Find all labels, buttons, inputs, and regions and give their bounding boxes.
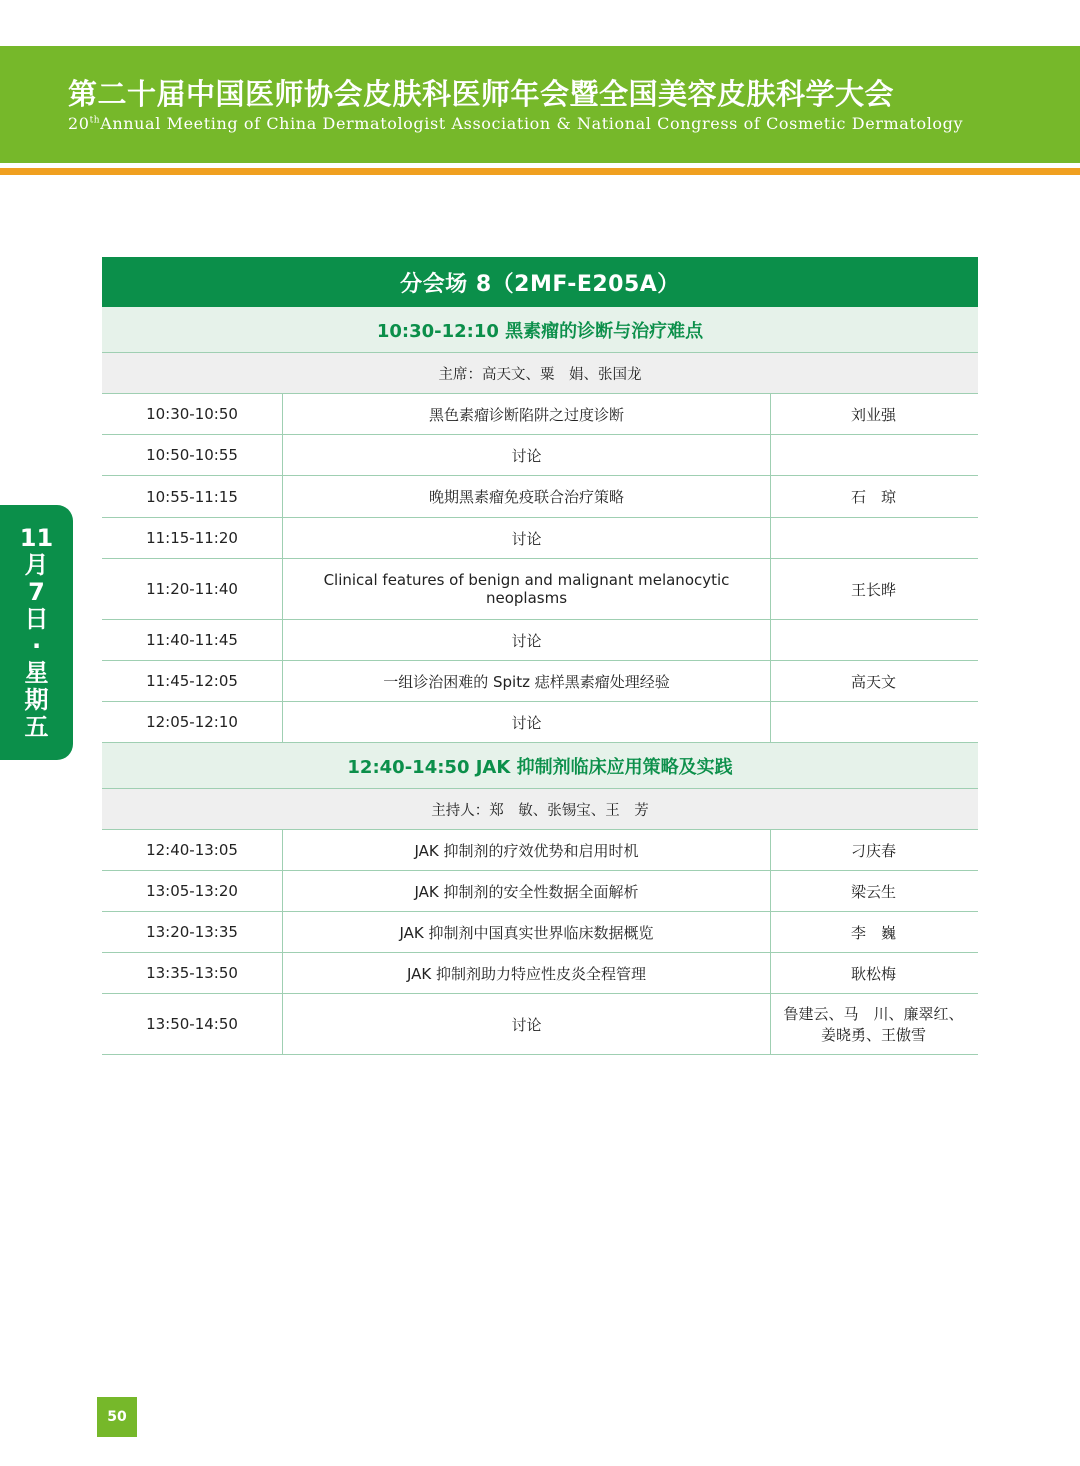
table-row	[102, 994, 978, 1055]
session-chair: 主持人：郑 敏、张锡宝、王 芳	[102, 789, 978, 830]
table-row	[102, 394, 978, 435]
date-char: 7	[28, 577, 45, 606]
date-char: 星	[24, 658, 49, 687]
row-topic: Clinical features of benign and malignant melanocytic neoplasms	[282, 559, 771, 619]
row-speaker: 高天文	[850, 672, 896, 691]
table-row	[102, 661, 978, 702]
date-char: 11	[19, 523, 54, 552]
session-title: 12:40-14:50 JAK 抑制剂临床应用策略及实践	[102, 743, 978, 789]
row-speaker	[771, 702, 976, 742]
row-speaker: 梁云生	[850, 882, 896, 901]
row-speaker: 李 巍	[850, 923, 896, 942]
row-speaker	[771, 518, 976, 558]
row-time: 11:45-12:05	[146, 672, 238, 690]
table-row	[102, 476, 978, 518]
date-char: 日	[24, 604, 49, 633]
header-banner	[0, 46, 1080, 163]
row-time: 13:20-13:35	[146, 923, 238, 941]
row-time: 13:05-13:20	[146, 882, 238, 900]
subtitle-rest: Annual Meeting of China Dermatologist Association & National Congress of Cosmetic Dermatology	[100, 114, 964, 133]
row-time: 11:15-11:20	[146, 529, 238, 547]
table-row	[102, 435, 978, 476]
row-time: 12:05-12:10	[146, 713, 238, 731]
row-topic: 讨论	[282, 620, 771, 660]
row-topic: 讨论	[282, 994, 771, 1054]
row-time: 10:55-11:15	[146, 487, 238, 506]
schedule-table	[102, 257, 978, 1055]
table-row	[102, 912, 978, 953]
divider-orange	[0, 168, 1080, 175]
conference-subtitle	[68, 114, 963, 133]
row-speaker	[771, 435, 976, 475]
page-number: 50	[97, 1397, 137, 1437]
date-char: 五	[24, 712, 49, 741]
hall-header: 分会场 8（2MF-E205A）	[102, 257, 978, 307]
row-time: 11:40-11:45	[146, 631, 238, 649]
date-char: 月	[24, 550, 49, 579]
table-row	[102, 871, 978, 912]
row-time: 13:35-13:50	[146, 964, 238, 982]
row-speaker: 耿松梅	[850, 964, 896, 983]
row-topic: JAK 抑制剂的疗效优势和启用时机	[282, 830, 771, 870]
row-topic: 讨论	[282, 435, 771, 475]
row-speaker: 王长晔	[850, 580, 896, 599]
session-chair: 主席：高天文、粟 娟、张国龙	[102, 353, 978, 394]
row-topic: JAK 抑制剂中国真实世界临床数据概览	[282, 912, 771, 952]
table-row	[102, 830, 978, 871]
subtitle-suffix: th	[89, 115, 101, 126]
row-time: 10:30-10:50	[146, 405, 238, 423]
table-row	[102, 620, 978, 661]
row-topic: JAK 抑制剂的安全性数据全面解析	[282, 871, 771, 911]
date-char: ·	[31, 631, 42, 660]
row-topic: 讨论	[282, 702, 771, 742]
row-speaker: 刘业强	[850, 405, 896, 424]
conference-title: 第二十届中国医师协会皮肤科医师年会暨全国美容皮肤科学大会	[68, 77, 895, 111]
table-row	[102, 559, 978, 620]
table-row	[102, 953, 978, 994]
row-time: 12:40-13:05	[146, 841, 238, 859]
date-tab	[0, 505, 73, 760]
row-topic: 一组诊治困难的 Spitz 痣样黑素瘤处理经验	[282, 661, 771, 701]
row-speaker: 刁庆春	[850, 841, 896, 860]
table-row	[102, 702, 978, 743]
row-time: 10:50-10:55	[146, 446, 238, 464]
row-topic: 黑色素瘤诊断陷阱之过度诊断	[282, 394, 771, 434]
row-time: 13:50-14:50	[146, 1015, 238, 1033]
row-speaker: 鲁建云、马 川、廉翠红、姜晓勇、王傲雪	[783, 1005, 964, 1044]
row-topic: 晚期黑素瘤免疫联合治疗策略	[282, 476, 771, 517]
row-speaker: 石 琼	[850, 488, 896, 506]
session-title: 10:30-12:10 黑素瘤的诊断与治疗难点	[102, 307, 978, 353]
table-row	[102, 518, 978, 559]
row-topic: 讨论	[282, 518, 771, 558]
date-char: 期	[24, 685, 49, 714]
row-topic: JAK 抑制剂助力特应性皮炎全程管理	[282, 953, 771, 993]
subtitle-ordinal: 20	[68, 114, 90, 133]
row-speaker	[771, 620, 976, 660]
row-time: 11:20-11:40	[146, 580, 238, 598]
